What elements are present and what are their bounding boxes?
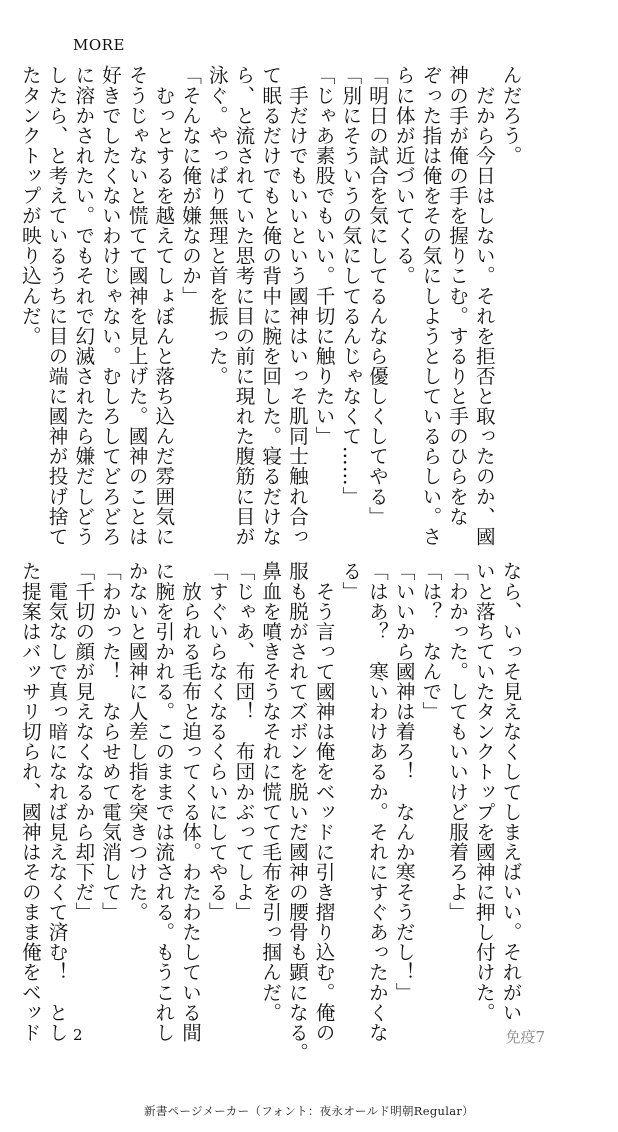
header-label: MORE [73, 36, 125, 54]
text-line: たタンクトップが映り込んだ。 [18, 65, 42, 346]
text-line: 手だけでもいいという國神はいっそ肌同士触れ合っ [285, 65, 309, 547]
text-line: 「別にそういうの気にしてるんじゃなくて……」 [338, 65, 362, 507]
text-line: なら、いっそ見えなくしてしまえばいい。それがい [499, 561, 522, 1023]
text-line: そう言って國神は俺をベッドに引き摺り込む。俺の [312, 561, 336, 1043]
page-number: 2 [73, 1026, 83, 1044]
text-line: 「はあ？ 寒いわけあるか。それにすぐあったかくな [365, 561, 389, 1043]
text-line: んだろう。 [499, 65, 522, 166]
text-line: 「わかった！ ならせめて電気消して」 [98, 561, 122, 922]
footer-credit: 新書ページメーカー（フォント：夜永オールド明朝Regular） [144, 1104, 474, 1118]
text-line: 泳ぐ。やっぱり無理と首を振った。 [205, 65, 229, 386]
text-line: 「そんなに俺が嫌なのか」 [178, 65, 202, 306]
text-line: 「いいから國神は着ろ！ なんか寒そうだし！」 [392, 561, 416, 1003]
text-line: 放られる毛布と迫ってくる体。わたわたしている間 [178, 561, 202, 1043]
text-line: いと落ちていたタンクトップを國神に押し付けた。 [472, 561, 496, 1023]
text-line: 「すぐいらなくなるくらいにしてやる」 [205, 561, 229, 922]
text-line: 神の手が俺の手を握りこむ。するりと手のひらをな [445, 65, 469, 527]
text-line: かないと國神に人差し指を突きつけた。 [125, 561, 149, 922]
text-line: 「じゃあ、布団！ 布団かぶってしよ」 [231, 561, 255, 922]
text-line: むっとするを越えてしょぼんと落ち込んだ雰囲気に [151, 65, 175, 547]
text-line: 好きでしたくないわけじゃない。むしろしてどろどろ [98, 65, 122, 547]
text-line: た提案はバッサリ切られ、國神はそのまま俺をベッド [18, 561, 42, 1043]
text-line: に腕を引かれる。このままでは流される。もうこれし [151, 561, 175, 1043]
text-line: 電気なしで真っ暗になれば見えなくて済む！ とし [45, 561, 69, 1043]
text-line: ぞった指は俺をその気にしようとしているらしい。さ [418, 65, 442, 547]
text-line: 鼻血を噴きそうなそれに慌てて毛布を引っ掴んだ。 [258, 561, 282, 1023]
text-line: に溶かされたい。でもそれで幻滅されたら嫌だしどう [71, 65, 95, 547]
running-title: 免疫7 [505, 1028, 545, 1046]
text-line: らに体が近づいてくる。 [392, 65, 416, 286]
text-line: 「わかった。してもいいけど服着ろよ」 [445, 561, 469, 922]
text-line: 「は？ なんで」 [418, 561, 442, 722]
text-line: したら、と考えているうちに目の端に國神が投げ捨て [45, 65, 69, 547]
text-line: て眠るだけでもと俺の背中に腕を回した。寝るだけな [258, 65, 282, 547]
text-line: ら、と流されていた思考に目の前に現れた腹筋に目が [231, 65, 255, 547]
text-block-top [18, 65, 523, 547]
text-line: る」 [338, 561, 362, 602]
text-line: そうじゃないと慌てて國神を見上げた。國神のことは [125, 65, 149, 547]
text-line: 「千切の顔が見えなくなるから却下だ」 [71, 561, 95, 922]
text-block-bottom [18, 561, 523, 1063]
text-line: 「じゃあ素股でもいい。千切に触りたい」 [312, 65, 336, 446]
text-line: だから今日はしない。それを拒否と取ったのか、國 [472, 65, 496, 547]
text-line: 服も脱がされてズボンを脱いだ國神の腰骨も顕になる。 [285, 561, 309, 1063]
text-line: 「明日の試合を気にしてるんなら優しくしてやる」 [365, 65, 389, 527]
